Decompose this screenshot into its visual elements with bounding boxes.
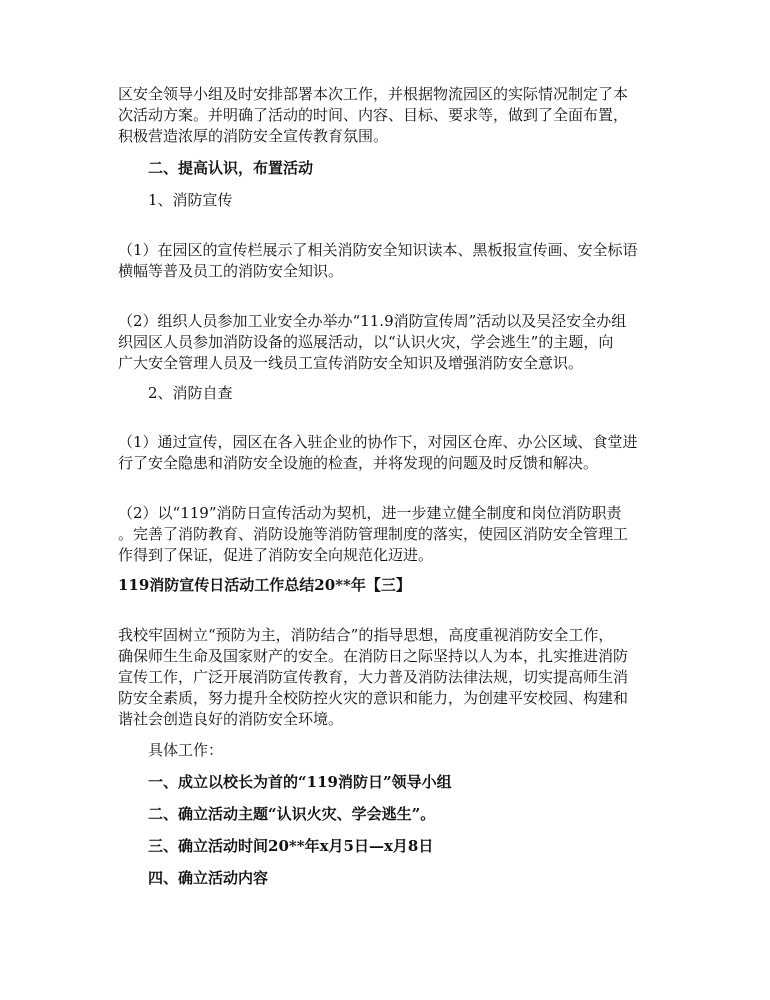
paragraph-line: 织园区人员参加消防设备的巡展活动，以“认识火灾，学会逃生”的主题，向 — [118, 333, 614, 351]
section-heading: 二、提高认识，布置活动 — [148, 159, 314, 177]
list-item: 三、确立活动时间20**年x月5日—x月8日 — [148, 837, 434, 855]
paragraph-line: 积极营造浓厚的消防安全宣传教育氛围。 — [118, 127, 389, 145]
subsection-heading: 1、消防宣传 — [148, 191, 233, 209]
paragraph-line: 防安全素质，努力提升全校防控火灾的意识和能力，为创建平安校园、构建和 — [118, 689, 629, 707]
paragraph-line: 我校牢固树立“预防为主，消防结合”的指导思想，高度重视消防安全工作， — [118, 626, 614, 644]
list-item: 二、确立活动主题“认识火灾、学会逃生”。 — [148, 805, 436, 823]
paragraph-line: 谐社会创造良好的消防安全环境。 — [118, 710, 344, 728]
list-item: 四、确立活动内容 — [148, 869, 269, 887]
paragraph-line: （1）在园区的宣传栏展示了相关消防安全知识读本、黑板报宣传画、安全标语 — [118, 241, 638, 259]
paragraph-line: 确保师生生命及国家财产的安全。在消防日之际坚持以人为本，扎实推进消防 — [118, 647, 629, 665]
work-label: 具体工作： — [148, 741, 224, 759]
paragraph-line: 行了安全隐患和消防安全设施的检查，并将发现的问题及时反馈和解决。 — [118, 454, 599, 472]
paragraph-line: 横幅等普及员工的消防安全知识。 — [118, 262, 344, 280]
paragraph-line: 宣传工作，广泛开展消防宣传教育，大力普及消防法律法规，切实提高师生消 — [118, 668, 629, 686]
paragraph-line: （2）以“119”消防日宣传活动为契机，进一步建立健全制度和岗位消防职责 — [118, 504, 622, 522]
paragraph-line: 广大安全管理人员及一线员工宣传消防安全知识及增强消防安全意识。 — [118, 354, 584, 372]
paragraph-line: 作得到了保证，促进了消防安全向规范化迈进。 — [118, 546, 434, 564]
subsection-heading: 2、消防自查 — [148, 384, 233, 402]
paragraph-line: 次活动方案。并明确了活动的时间、内容、目标、要求等，做到了全面布置， — [118, 106, 629, 124]
section-title: 119消防宣传日活动工作总结20**年【三】 — [118, 576, 411, 594]
paragraph-line: 。完善了消防教育、消防设施等消防管理制度的落实，使园区消防安全管理工 — [118, 525, 629, 543]
paragraph-line: （2）组织人员参加工业安全办举办“11.9消防宣传周”活动以及吴泾安全办组 — [118, 312, 627, 330]
paragraph-line: （1）通过宣传，园区在各入驻企业的协作下，对园区仓库、办公区域、食堂进 — [118, 433, 638, 451]
list-item: 一、成立以校长为首的“119消防日”领导小组 — [148, 773, 452, 791]
paragraph-line: 区安全领导小组及时安排部署本次工作，并根据物流园区的实际情况制定了本 — [118, 85, 629, 103]
